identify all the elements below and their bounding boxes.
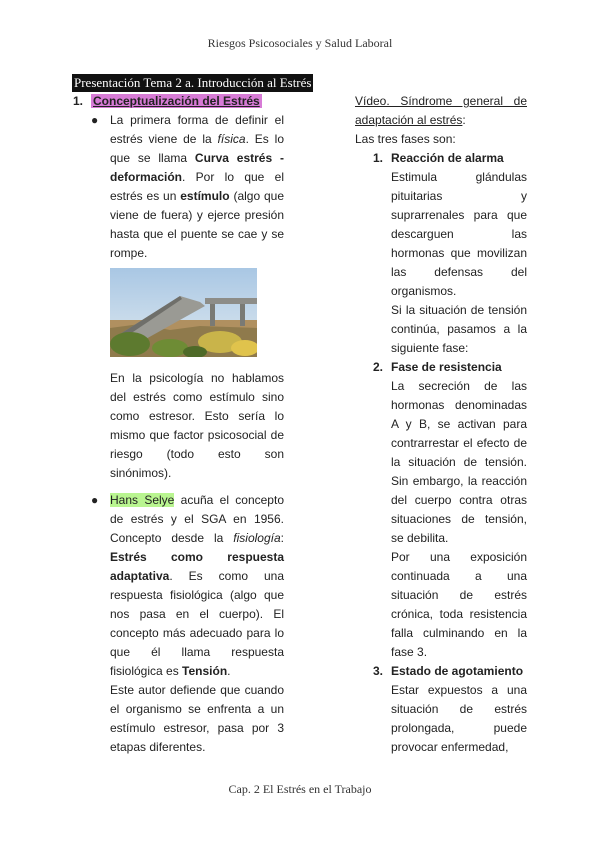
section-heading [73,92,284,111]
left-column [72,92,284,757]
highlighted-name: Hans Selye [110,493,175,507]
phase-number: 3. [373,664,384,678]
text: . [227,664,231,678]
text: . Es lo que se llama [110,132,284,165]
page-header: Riesgos Psicosociales y Salud Laboral [207,36,393,50]
bold-text: Estrés como respuesta adaptativa [110,550,284,583]
bold-text: estímulo [180,189,230,203]
phase-number: 1. [373,151,384,165]
text: : [462,113,466,127]
paragraph-stages: Este autor defiende que cuando el organismo se enfrenta a un estímulo estresor, pasa por 3 etapas diferentes. [110,683,284,754]
video-heading[interactable] [355,92,527,130]
text: La primera forma de definir el estrés viene de la [110,113,284,146]
text: . Por lo que el estrés es un [110,170,284,203]
right-column [355,92,527,757]
text: : [280,531,284,545]
bold-text: Curva estrés - deformación [110,151,284,184]
video-link[interactable]: Vídeo. Síndrome general de adaptación al estrés [355,94,527,127]
bullet-dot: ● [91,493,99,507]
phase-text: Si la situación de tensión continúa, pasamos a la siguiente fase: [391,303,527,355]
text: (algo que viene de fuera) y ejerce presión hasta que el puente se cae y se rompe. [110,189,284,260]
page-title: Presentación Tema 2 a. Introducción al Estrés [74,75,312,90]
phase-title: Estado de agotamiento [391,664,524,678]
italic-text: física [217,132,246,146]
phase-title: Reacción de alarma [391,151,504,165]
phase-text: Estimula glándulas pituitarias y suprarrenales para que descarguen las hormonas que movilizan las defensas del organismos. [391,170,527,298]
phase-number: 2. [373,360,384,374]
phase-text: La secreción de las hormonas denominadas A y B, se activan para contrarrestar el efecto de la situación de tensión. Sin embargo, la reacción del cuerpo contra otras situaciones de tensión, se debilita. [391,379,527,545]
section-number: 1. [73,94,84,108]
section-title: Conceptualización del Estrés [93,94,260,108]
bullet-physics [91,111,284,263]
phases-intro: Las tres fases son: [355,132,456,146]
phase-text: Estar expuestos a una situación de estrés prolongada, puede provocar enfermedad, [391,683,527,754]
phase-3 [373,662,527,757]
bold-text: Tensión [182,664,228,678]
bullet-dot: ● [91,113,99,127]
phase-1 [373,149,527,358]
text: . Es como una respuesta fisiológica (algo que nos pasa en el cuerpo). El concepto más adecuado para lo que él llama respuesta fisiológica es [110,569,284,678]
page-footer: Cap. 2 El Estrés en el Trabajo [228,782,372,796]
bullet-selye [91,491,284,681]
phase-text: Por una exposición continuada a una situación de estrés crónica, toda resistencia falla culminando en la fase 3. [391,550,527,659]
italic-text: fisiología [233,531,281,545]
text: acuña el concepto de estrés y el SGA en 1956. Concepto desde la [110,493,284,545]
phase-title: Fase de resistencia [391,360,502,374]
collapsed-bridge-image [110,268,257,357]
phase-2 [373,358,527,662]
paragraph-stressor: En la psicología no hablamos del estrés como estímulo sino como estresor. Esto sería lo mismo que factor psicosocial de riesgo (todo esto son sinónimos). [110,371,284,480]
bridge-photo-wrap [110,268,284,357]
